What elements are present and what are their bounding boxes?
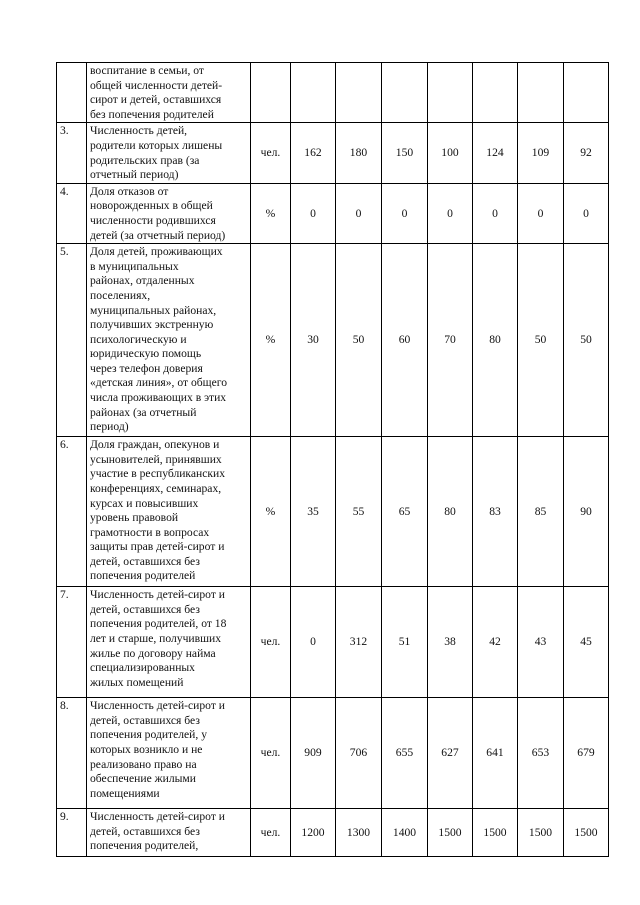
value-cell: 83 bbox=[473, 437, 518, 587]
table-row bbox=[57, 244, 609, 437]
table-row bbox=[57, 183, 609, 243]
value-cell: 35 bbox=[291, 437, 336, 587]
value-cell: 909 bbox=[291, 698, 336, 809]
value-cell: 627 bbox=[428, 698, 473, 809]
unit-cell: чел. bbox=[251, 698, 291, 809]
value-cell: 55 bbox=[336, 437, 382, 587]
value-cell: 0 bbox=[564, 183, 609, 243]
value-cell: 0 bbox=[291, 183, 336, 243]
value-cell: 706 bbox=[336, 698, 382, 809]
value-cell bbox=[428, 63, 473, 123]
row-number: 6. bbox=[57, 437, 87, 587]
indicators-table bbox=[56, 62, 609, 857]
value-cell: 50 bbox=[564, 244, 609, 437]
value-cell: 679 bbox=[564, 698, 609, 809]
table-row bbox=[57, 123, 609, 183]
value-cell: 0 bbox=[518, 183, 564, 243]
row-number: 3. bbox=[57, 123, 87, 183]
row-number: 8. bbox=[57, 698, 87, 809]
value-cell: 42 bbox=[473, 587, 518, 698]
indicator-name: Численность детей-сирот и детей, оставшихся без попечения родителей, bbox=[87, 809, 251, 857]
table-row bbox=[57, 63, 609, 123]
value-cell: 90 bbox=[564, 437, 609, 587]
value-cell bbox=[291, 63, 336, 123]
value-cell: 92 bbox=[564, 123, 609, 183]
value-cell: 0 bbox=[382, 183, 428, 243]
value-cell: 51 bbox=[382, 587, 428, 698]
value-cell: 162 bbox=[291, 123, 336, 183]
value-cell: 0 bbox=[291, 587, 336, 698]
value-cell: 124 bbox=[473, 123, 518, 183]
value-cell: 50 bbox=[336, 244, 382, 437]
indicator-name: Доля детей, проживающих в муниципальных районах, отдаленных поселениях, муниципальных районах, получивших экстренную психологическую и юридическую помощь через телефон доверия «детская линия», от общего числа проживающих в этих районах (за отчетный период) bbox=[87, 244, 251, 437]
value-cell: 45 bbox=[564, 587, 609, 698]
value-cell: 43 bbox=[518, 587, 564, 698]
row-number: 9. bbox=[57, 809, 87, 857]
value-cell: 1300 bbox=[336, 809, 382, 857]
indicator-name: Численность детей-сирот и детей, оставшихся без попечения родителей, у которых возникло и не реализовано право на обеспечение жилыми помещениями bbox=[87, 698, 251, 809]
value-cell: 80 bbox=[428, 437, 473, 587]
indicator-name: Численность детей, родители которых лишены родительских прав (за отчетный период) bbox=[87, 123, 251, 183]
value-cell: 1500 bbox=[428, 809, 473, 857]
value-cell: 109 bbox=[518, 123, 564, 183]
indicator-name: Доля отказов от новорожденных в общей численности родившихся детей (за отчетный период) bbox=[87, 183, 251, 243]
value-cell: 180 bbox=[336, 123, 382, 183]
value-cell: 65 bbox=[382, 437, 428, 587]
unit-cell: % bbox=[251, 183, 291, 243]
value-cell: 1500 bbox=[473, 809, 518, 857]
unit-cell: % bbox=[251, 437, 291, 587]
value-cell: 150 bbox=[382, 123, 428, 183]
value-cell: 0 bbox=[473, 183, 518, 243]
table-row bbox=[57, 587, 609, 698]
value-cell: 1500 bbox=[518, 809, 564, 857]
value-cell bbox=[564, 63, 609, 123]
value-cell: 70 bbox=[428, 244, 473, 437]
value-cell: 85 bbox=[518, 437, 564, 587]
unit-cell: чел. bbox=[251, 809, 291, 857]
unit-cell bbox=[251, 63, 291, 123]
indicator-name: Доля граждан, опекунов и усыновителей, принявших участие в республиканских конференциях, семинарах, курсах и повысивших уровень правовой грамотности в вопросах защиты прав детей-сирот и детей, оставшихся без попечения родителей bbox=[87, 437, 251, 587]
value-cell: 50 bbox=[518, 244, 564, 437]
unit-cell: % bbox=[251, 244, 291, 437]
value-cell: 60 bbox=[382, 244, 428, 437]
table-body bbox=[57, 63, 609, 857]
row-number bbox=[57, 63, 87, 123]
value-cell: 312 bbox=[336, 587, 382, 698]
value-cell: 30 bbox=[291, 244, 336, 437]
unit-cell: чел. bbox=[251, 123, 291, 183]
unit-cell: чел. bbox=[251, 587, 291, 698]
value-cell: 38 bbox=[428, 587, 473, 698]
value-cell bbox=[473, 63, 518, 123]
value-cell: 655 bbox=[382, 698, 428, 809]
value-cell bbox=[336, 63, 382, 123]
value-cell: 1400 bbox=[382, 809, 428, 857]
value-cell bbox=[518, 63, 564, 123]
indicator-name: воспитание в семьи, от общей численности детей- сирот и детей, оставшихся без попечения родителей bbox=[87, 63, 251, 123]
table-row bbox=[57, 437, 609, 587]
row-number: 5. bbox=[57, 244, 87, 437]
indicator-name: Численность детей-сирот и детей, оставшихся без попечения родителей, от 18 лет и старше, получивших жилье по договору найма специализированных жилых помещений bbox=[87, 587, 251, 698]
table-row bbox=[57, 698, 609, 809]
value-cell: 80 bbox=[473, 244, 518, 437]
value-cell: 653 bbox=[518, 698, 564, 809]
row-number: 7. bbox=[57, 587, 87, 698]
value-cell bbox=[382, 63, 428, 123]
value-cell: 1200 bbox=[291, 809, 336, 857]
value-cell: 1500 bbox=[564, 809, 609, 857]
value-cell: 641 bbox=[473, 698, 518, 809]
row-number: 4. bbox=[57, 183, 87, 243]
value-cell: 0 bbox=[336, 183, 382, 243]
value-cell: 100 bbox=[428, 123, 473, 183]
value-cell: 0 bbox=[428, 183, 473, 243]
table-row bbox=[57, 809, 609, 857]
